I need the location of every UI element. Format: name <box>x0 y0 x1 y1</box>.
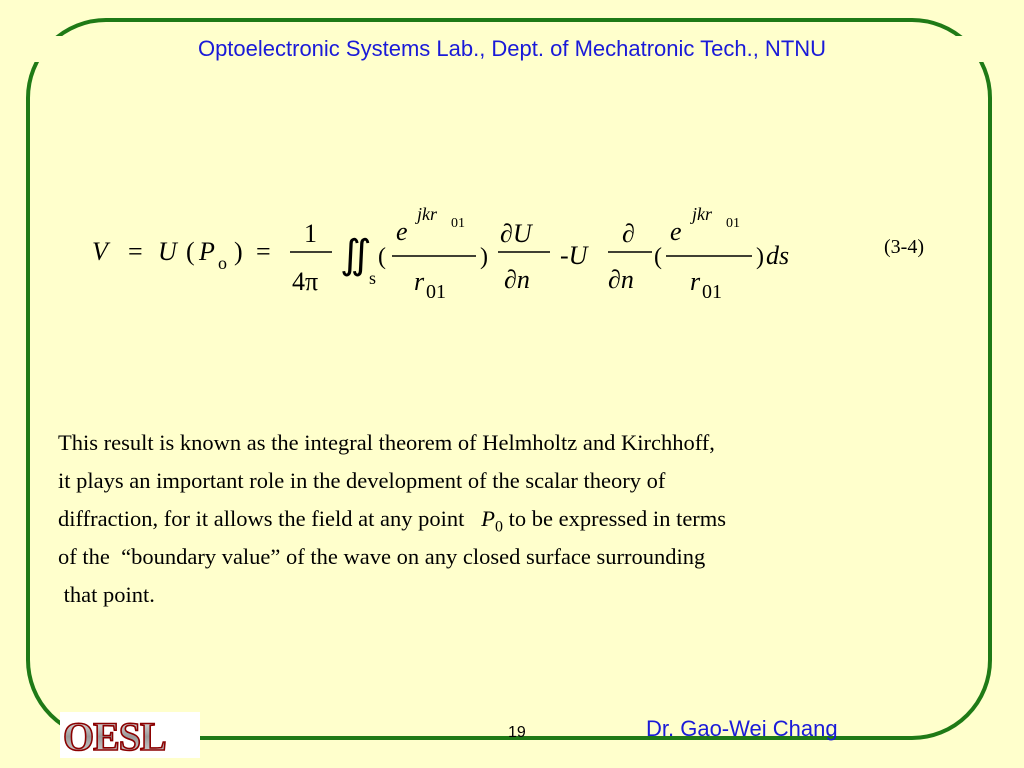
eq-frac-num: 1 <box>304 219 317 248</box>
eq-exp-power-sub-2: 01 <box>726 216 740 231</box>
equation-number: (3-4) <box>884 236 924 258</box>
body-line-3 <box>58 500 1008 538</box>
header-title: Optoelectronic Systems Lab., Dept. of Mechatronic Tech., NTNU <box>190 36 834 61</box>
eq-partial-u: ∂U <box>500 219 532 248</box>
eq-partial: ∂ <box>622 219 635 248</box>
eq-paren-close-1: ) <box>234 237 243 266</box>
eq-r-sub-2: 01 <box>702 281 722 303</box>
eq-paren-open-3: ( <box>654 244 662 270</box>
eq-integral: ∬ <box>340 232 372 277</box>
eq-frac-den: 4π <box>292 267 319 296</box>
eq-ds: ds <box>766 241 790 270</box>
eq-minus-u: -U <box>560 241 588 270</box>
eq-equals-2: = <box>256 237 271 266</box>
equation <box>0 0 1024 320</box>
page-number: 19 <box>508 724 526 741</box>
eq-r-2: r <box>690 267 701 296</box>
body-line-3-tail: to be expressed in terms <box>502 506 727 531</box>
eq-r-1: r <box>414 267 425 296</box>
body-paragraph <box>58 424 1008 614</box>
eq-p-sub: o <box>218 253 227 273</box>
eq-exp-power-1: jkr <box>417 204 437 224</box>
eq-u: U <box>158 237 177 266</box>
svg-text:OESL: OESL <box>63 714 166 758</box>
eq-exp-base-2: e <box>670 217 682 246</box>
eq-v: V <box>92 237 108 266</box>
point-symbol: $P_0$ <box>481 506 503 536</box>
point-sub: 0 <box>494 518 503 536</box>
eq-integral-sub: s <box>369 268 377 288</box>
body-line-2: it plays an important role in the development of the scalar theory of <box>58 468 666 493</box>
eq-equals-1: = <box>128 237 143 266</box>
eq-exp-power-2: jkr <box>692 204 712 224</box>
eq-paren-close-2: ) <box>480 244 488 270</box>
eq-paren-open-1: ( <box>186 237 195 266</box>
body-line-5: that point. <box>58 582 155 607</box>
body-line-1: This result is known as the integral theorem of Helmholtz and Kirchhoff, <box>58 430 715 455</box>
eq-partial-n-1: ∂n <box>504 265 530 294</box>
author-name: Dr. Gao-Wei Chang <box>646 716 838 741</box>
body-line-4: of the “boundary value” of the wave on any closed surface surrounding <box>58 544 706 569</box>
eq-p: P <box>199 237 215 266</box>
eq-r-sub-1: 01 <box>426 281 446 303</box>
eq-paren-open-2: ( <box>378 244 386 270</box>
body-line-3-text: diffraction, for it allows the field at any point <box>58 506 465 531</box>
eq-exp-power-sub-1: 01 <box>451 216 465 231</box>
eq-partial-n-2: ∂n <box>608 265 634 294</box>
oesl-logo <box>60 712 200 758</box>
eq-exp-base-1: e <box>396 217 408 246</box>
eq-paren-close-3: ) <box>756 244 764 270</box>
